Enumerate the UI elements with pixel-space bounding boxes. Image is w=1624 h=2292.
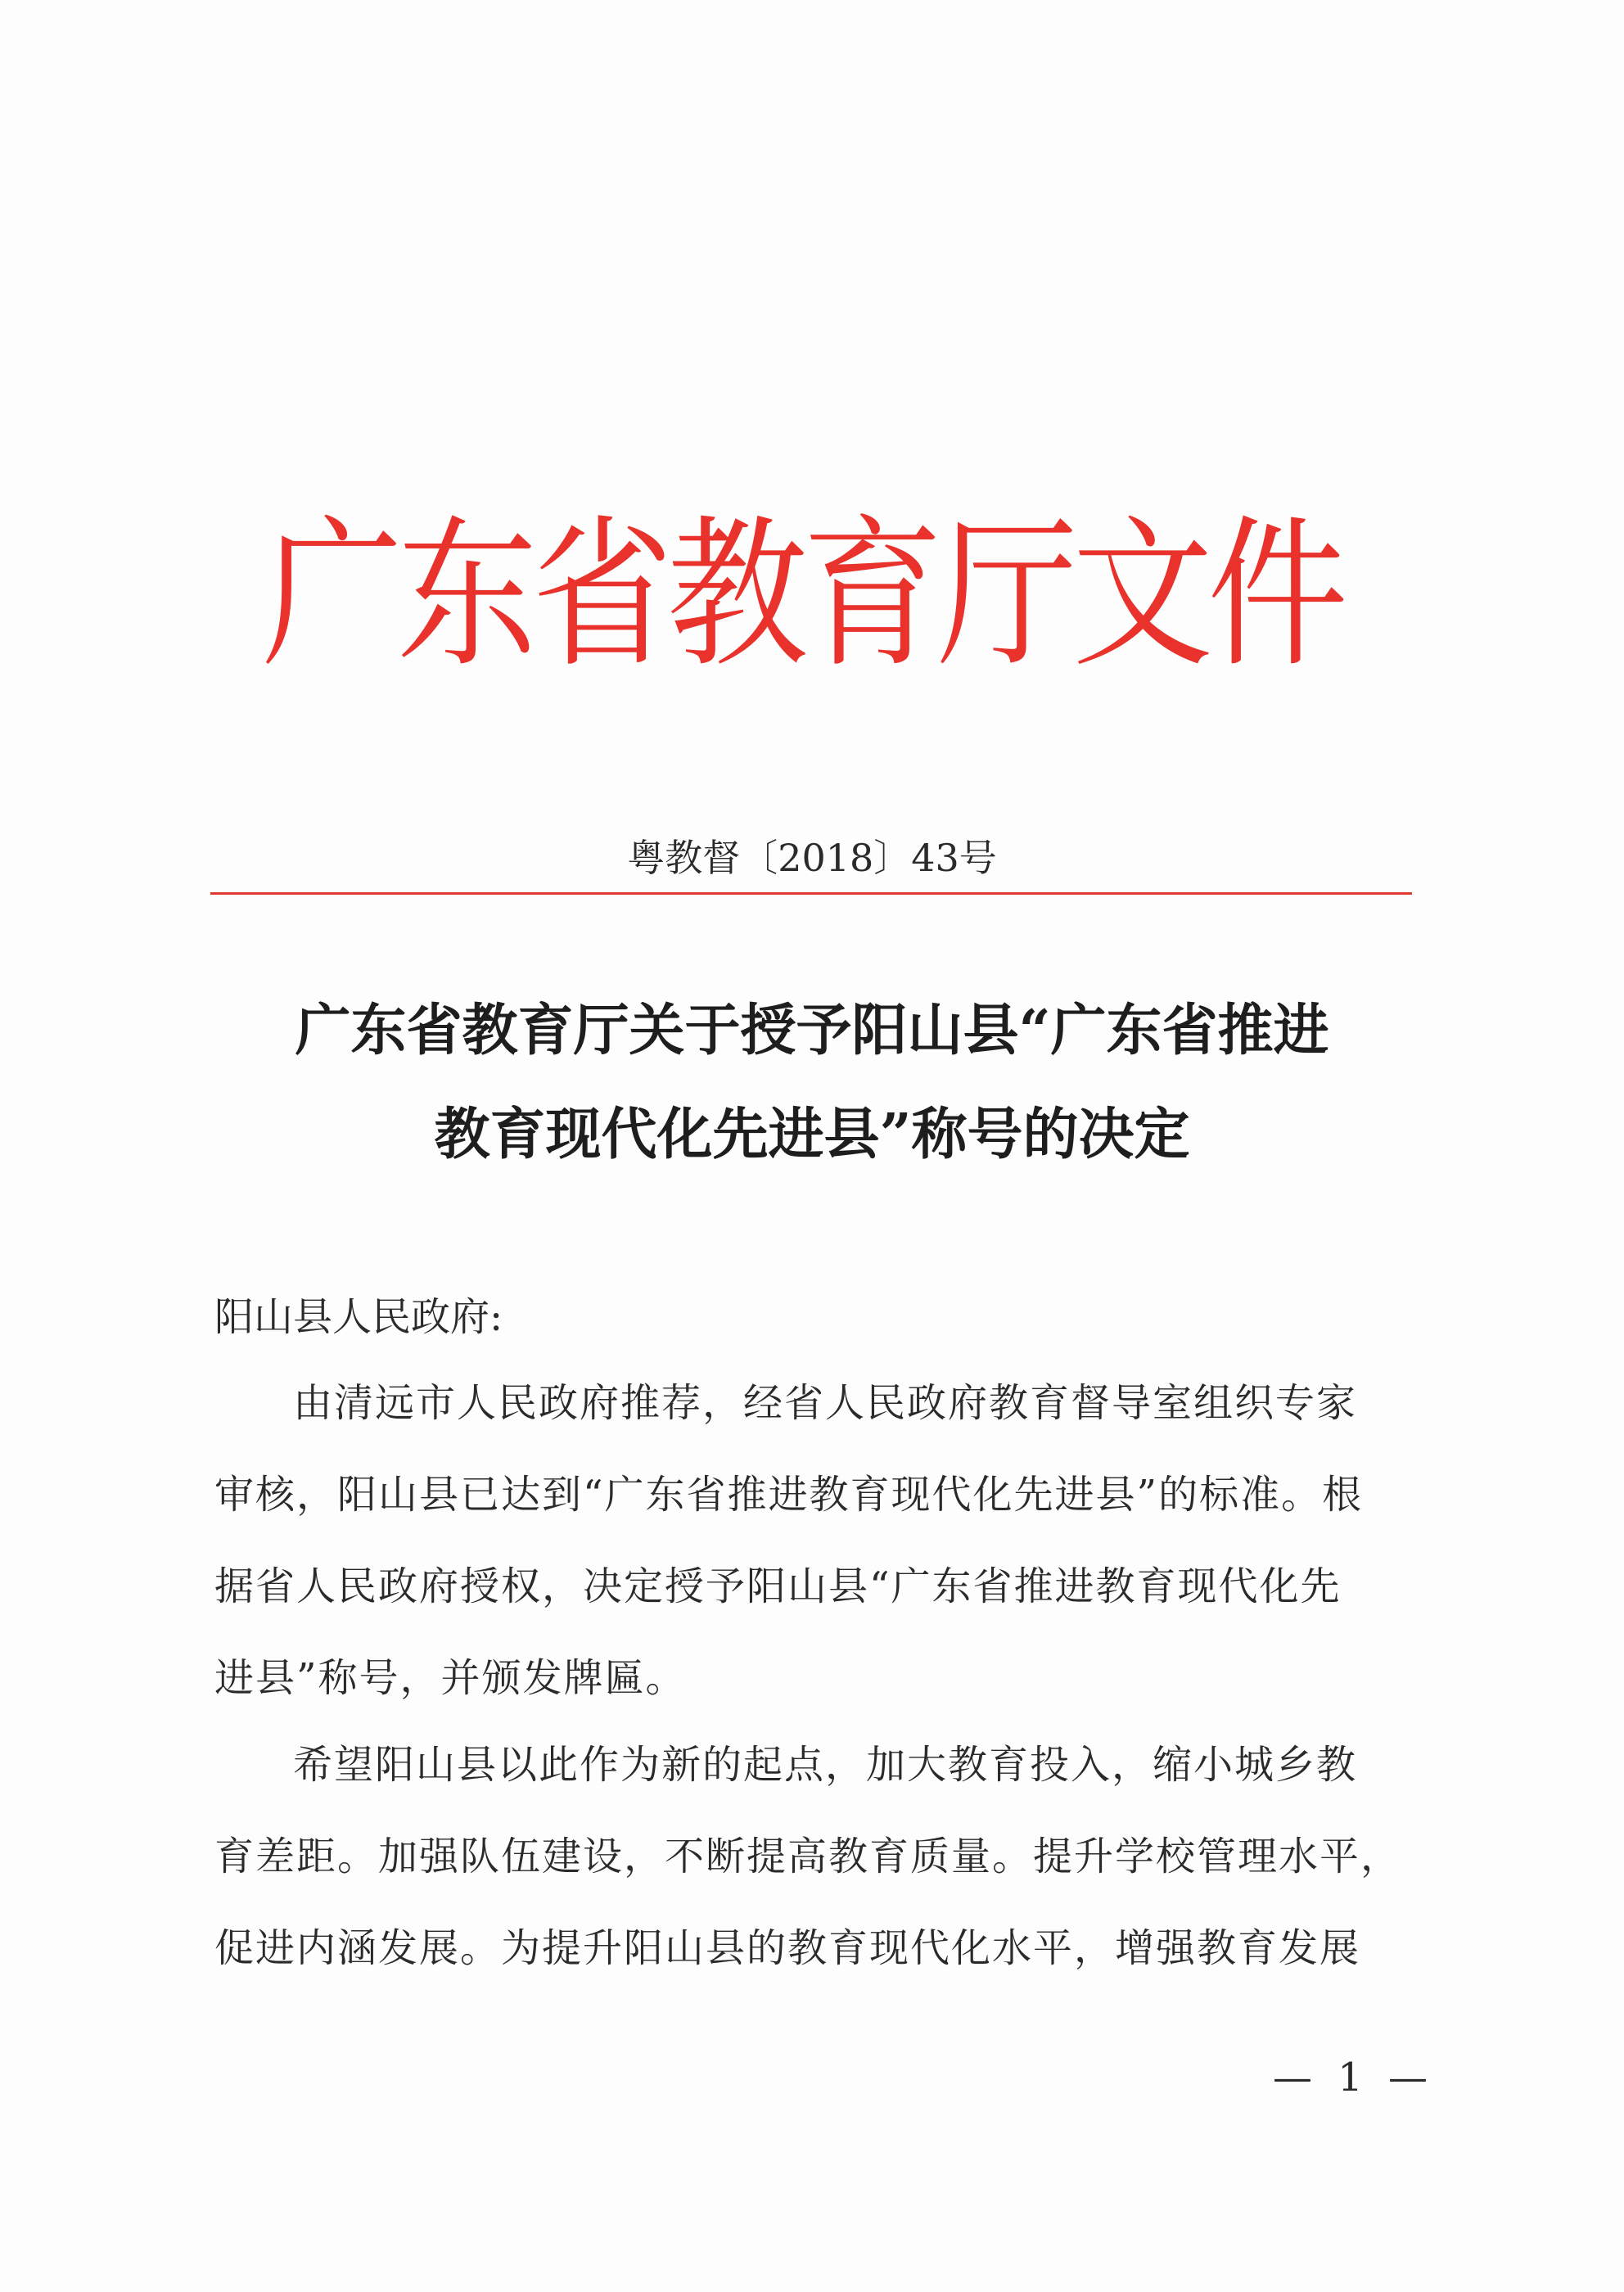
body-paragraph-2 [214,1719,1418,1994]
header-char: 教 [667,499,808,689]
page-number: — 1 — [1273,2055,1435,2100]
paragraph-line: 据省人民政府授权，决定授予阳山县“广东省推进教育现代化先 [214,1563,1342,1609]
paragraph-line: 进县”称号，并颁发牌匾。 [214,1655,687,1701]
document-title-line-1: 广东省教育厅关于授予阳山县“广东省推进 [295,998,1329,1063]
header-char: 育 [802,499,943,689]
paragraph-line: 审核，阳山县已达到“广东省推进教育现代化先进县”的标准。根 [214,1472,1364,1518]
header-char: 文 [1072,499,1213,689]
paragraph-line: 希望阳山县以此作为新的起点，加大教育投入，缩小城乡教 [293,1742,1358,1788]
document-number: 粤教督〔2018〕43号 [627,836,997,880]
header-char: 广 [262,499,403,689]
paragraph-line: 促进内涵发展。为提升阳山县的教育现代化水平，增强教育发展 [214,1925,1361,1971]
salutation: 阳山县人民政府: [214,1294,503,1340]
document-header-red [262,491,1348,689]
header-char: 厅 [937,499,1078,689]
body-paragraph-1 [214,1357,1418,1724]
paragraph-line: 由清远市人民政府推荐，经省人民政府教育督导室组织专家 [293,1380,1358,1426]
header-char: 省 [532,499,673,689]
paragraph-line: 育差距。加强队伍建设，不断提高教育质量。提升学校管理水平， [214,1834,1402,1879]
red-divider-line [210,892,1412,895]
document-title-line-2: 教育现代化先进县”称号的决定 [434,1102,1190,1167]
header-char: 东 [397,499,538,689]
header-char: 件 [1207,499,1348,689]
